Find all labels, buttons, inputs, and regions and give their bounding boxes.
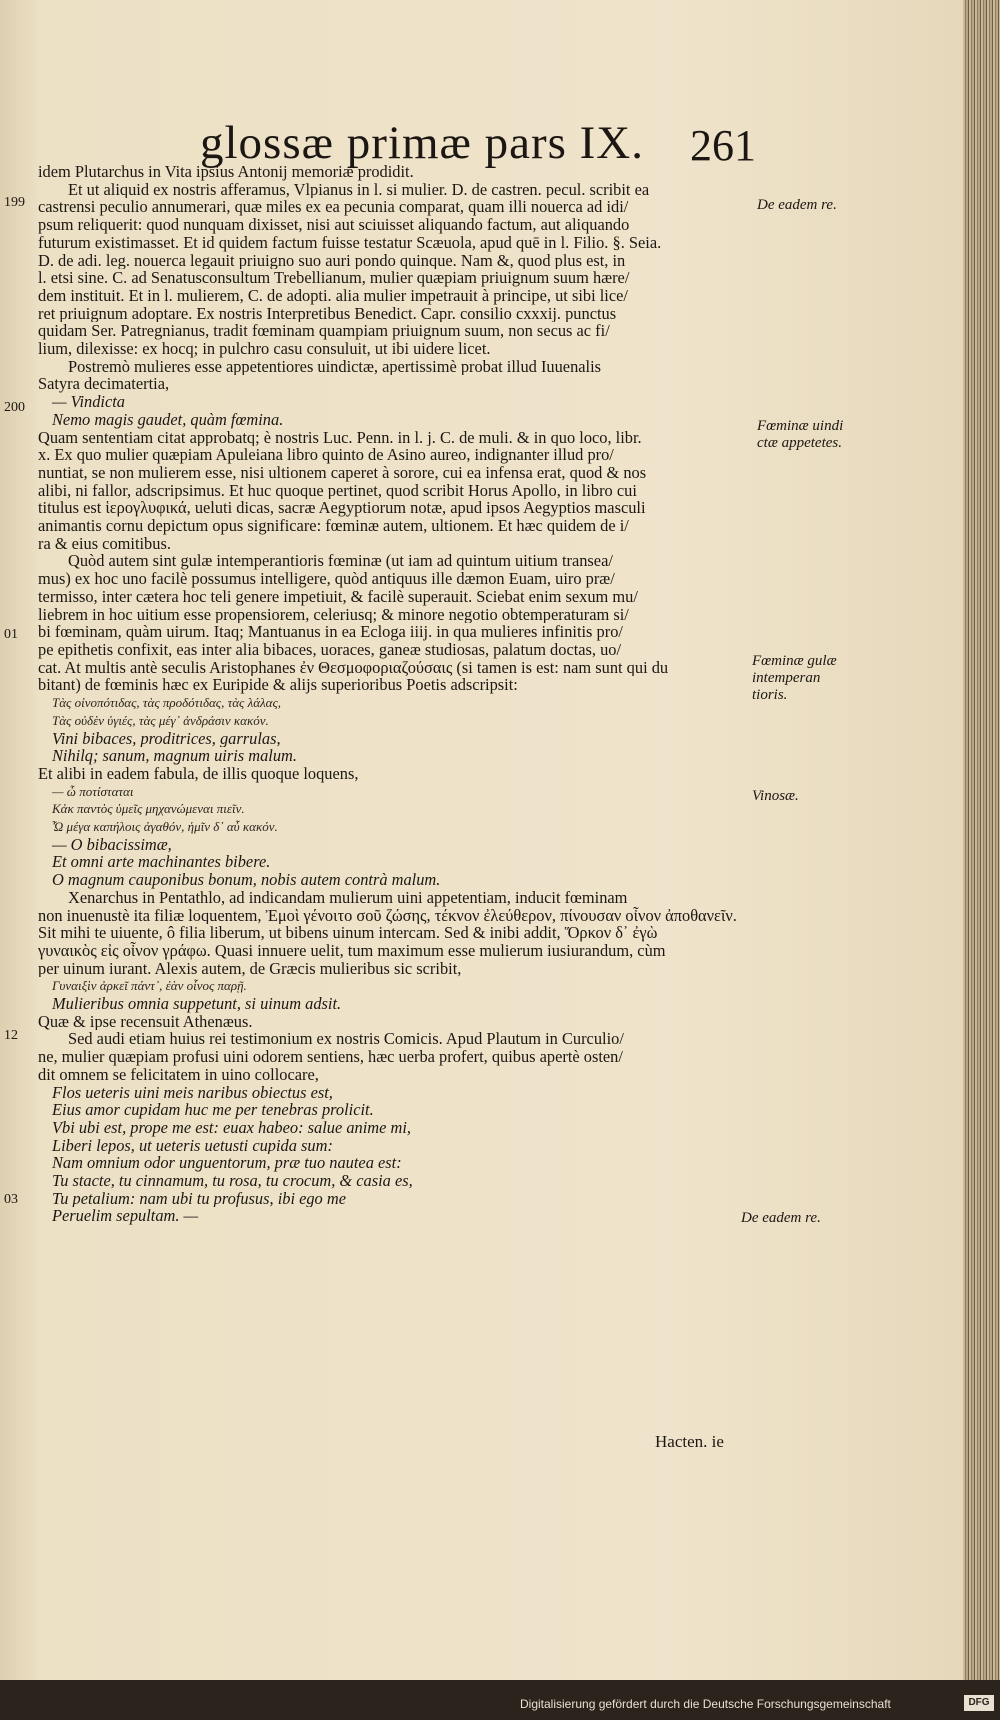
running-head: glossæ primæ pars IX. (200, 117, 644, 169)
text-line: Quam sententiam citat approbatq; è nostris Luc. Penn. in l. j. C. de muli. & in quo loco, libr. (38, 428, 642, 447)
text-line: ra & eius comitibus. (38, 534, 171, 553)
text-line: lium, dilexisse: ex hocq; in pulchro casu consuluit, ut ibi uidere licet. (38, 340, 491, 358)
verse-line: Tu stacte, tu cinnamum, tu rosa, tu crocum, & casia es, (52, 1172, 413, 1190)
verse-line: — O bibacissimæ, (52, 835, 172, 854)
greek-verse-line: — ὦ ποτίσταται (52, 783, 134, 799)
catchword: Hacten. ie (655, 1432, 724, 1451)
text-line: liebrem in hoc uitium esse propensiorem, celeriusq; & minore negotio obtemperaturam si/ (38, 605, 629, 624)
margin-note: Fœminæ uindi ctæ appetetes. (757, 418, 844, 451)
text-line: titulus est ἱερογλυφικά, ueluti dicas, sacræ Aegyptiorum notæ, apud ipsos Aegyptios masculi (38, 499, 646, 518)
text-line: ne, mulier quæpiam profusi uini odorem sentiens, hæc uerba profert, quibus apertè osten/ (38, 1048, 623, 1066)
verse-line: Mulieribus omnia suppetunt, si uinum adsit. (52, 995, 342, 1013)
verse-line: Nihilq; sanum, magnum uiris malum. (52, 747, 297, 765)
text-line: l. etsi sine. C. ad Senatusconsultum Trebellianum, mulier quæpiam priuignum suum hære/ (38, 269, 630, 287)
footer-text: Digitalisierung gefördert durch die Deutsche Forschungsgemeinschaft (520, 1697, 891, 1711)
text-line: castrensi peculio annumerari, quæ miles ex ea pecunia comparat, quam illi nouerca ad idi/ (38, 198, 629, 217)
text-line: Xenarchus in Pentathlo, ad indicandam mulierum uini appetentiam, inducit fœminam (68, 888, 628, 907)
text-line: x. Ex quo mulier quæpiam Apuleiana libro quinto de Asino aureo, indignanter illud pro/ (38, 446, 614, 464)
text-line: Et alibi in eadem fabula, de illis quoque loquens, (38, 764, 359, 783)
text-line: Satyra decimatertia, (38, 375, 170, 394)
line-number: 12 (4, 1028, 18, 1043)
verse-line: Nemo magis gaudet, quàm fœmina. (52, 410, 284, 429)
folio-number: 261 (690, 121, 756, 170)
greek-verse-line: Τὰς οἰνοπότιδας, τὰς προδότιδας, τὰς λάλας, (52, 695, 282, 711)
text-line: Sit mihi te uiuente, ô filia liberum, ut bibens uinum intercam. Sed & inibi addit, Ὅρκον δ᾽ ἐγὼ (38, 924, 658, 942)
text-block (38, 163, 748, 1225)
text-line: Quæ & ipse recensuit Athenæus. (38, 1012, 253, 1031)
text-line: mus) ex hoc uno facilè possumus intelligere, quòd antiquus ille dæmon Euam, uiro præ/ (38, 570, 615, 588)
text-line: cat. At multis antè seculis Aristophanes ἐν Θεσμοφοριαζούσαις (si tamen is est: nam sunt qui du (38, 658, 669, 677)
text-line: dem instituit. Et in l. mulierem, C. de adopti. alia mulier impetrauit à principe, ut sibi lice/ (38, 286, 628, 305)
line-number: 03 (4, 1192, 18, 1207)
line-number: 200 (4, 400, 25, 415)
verse-line: Flos ueteris uini meis naribus obiectus est, (52, 1083, 333, 1102)
margin-note: Fœminæ gulæ intemperan tioris. (752, 653, 837, 703)
page-edges (963, 0, 1000, 1680)
text-line: Postremò mulieres esse appetentiores uindictæ, apertissimè probat illud Iuuenalis (68, 357, 602, 376)
text-line: γυναικὸς εἰς οἶνον γράφω. Quasi innuere uelit, tum maximum esse mulierum iusiurandum, cùm (38, 941, 666, 960)
text-line: dit omnem se felicitatem in uino collocare, (38, 1065, 319, 1084)
text-line: pe epithetis confixit, eas inter alia bibaces, uoraces, ganeæ studiosas, palatum doctas, uo/ (38, 640, 622, 659)
line-number: 01 (4, 627, 18, 642)
text-line: termisso, inter cætera hoc teli genere impetiuit, & facilè superauit. Sciebat enim sexum mu/ (38, 587, 638, 606)
verse-line: Nam omnium odor unguentorum, præ tuo nautea est: (52, 1154, 402, 1173)
text-line: nuntiat, se non mulierem esse, nisi ultionem caperet à sorore, cui ea infensa erat, quod & nos (38, 463, 647, 482)
greek-verse-line: Γυναιξὶν ἀρκεῖ πάντ᾽, ἐὰν οἶνος παρῇ. (52, 978, 247, 994)
dfg-logo-icon: DFG (964, 1695, 994, 1711)
verse-line: Liberi lepos, ut ueteris uetusti cupida sum: (52, 1136, 333, 1155)
text-line: quidam Ser. Patregnianus, tradit fœminam quampiam priuignum suum, non secus ac fi/ (38, 322, 610, 341)
verse-line: Tu petalium: nam ubi tu profusus, ibi ego me (52, 1189, 346, 1208)
margin-note: Vinosæ. (752, 788, 799, 804)
text-line: non inuenustè ita filiæ loquentem, Ἐμοὶ γένοιτο σοῦ ζώσης, τέκνον ἐλεύθερον, πίνουσαν οἶνον ἀποθανεῖν. (38, 906, 737, 925)
text-line: alibi, ni fallor, adscripsimus. Et huc quoque pertinet, quod scribit Horus Apollo, in libro cui (38, 481, 637, 500)
greek-verse-line: Κἀκ παντὸς ὑμεῖς μηχανώμεναι πιεῖν. (52, 801, 245, 817)
verse-line: Peruelim sepultam. — (52, 1207, 199, 1226)
margin-note: De eadem re. (741, 1210, 821, 1226)
text-line: ret priuignum adoptare. Ex nostris Interpretibus Benedict. Capr. consilio cxxxij. punctus (38, 304, 617, 323)
greek-verse-line: Τὰς οὐδὲν ὑγιές, τὰς μέγ᾽ ἀνδράσιν κακόν. (52, 712, 269, 728)
text-line: per uinum iurant. Alexis autem, de Græcis mulieribus sic scribit, (38, 959, 462, 978)
text-line: D. de adi. leg. nouerca legauit priuigno suo auri pondo quinque. Nam &, quod plus est, in (38, 251, 626, 270)
verse-line: Vbi ubi est, prope me est: euax habeo: salue anime mi, (52, 1118, 411, 1137)
text-line: bi fœminam, quàm uirum. Itaq; Mantuanus in ea Ecloga iiij. in qua mulieres infinitis pro/ (38, 623, 623, 641)
margin-note: De eadem re. (757, 197, 837, 213)
text-line: psum reliquerit: quod nunquam dixisset, nisi aut sciuisset aliquando factum, aut aliquando (38, 216, 630, 234)
line-number: 199 (4, 195, 25, 210)
text-line: futurum existimasset. Et id quidem factum fuisse testatur Scæuola, apud quē in l. Filio. §. Seia. (38, 233, 662, 252)
text-line: bitant) de fœminis hæc ex Euripide & alijs superioribus Poetis adscripsit: (38, 676, 518, 695)
text-line: Sed audi etiam huius rei testimonium ex nostris Comicis. Apud Plautum in Curculio/ (68, 1030, 624, 1049)
verse-line: Et omni arte machinantes bibere. (52, 853, 271, 872)
text-line: Et ut aliquid ex nostris afferamus, Vlpianus in l. si mulier. D. de castren. pecul. scribit ea (68, 180, 650, 199)
text-line: idem Plutarchus in Vita ipsius Antonij memoriæ prodidit. (38, 163, 414, 181)
verse-line: Eius amor cupidam huc me per tenebras prolicit. (52, 1101, 374, 1119)
greek-verse-line: Ὦ μέγα καπήλοις ἀγαθόν, ἡμῖν δ᾽ αὖ κακόν. (52, 819, 278, 835)
verse-line: O magnum cauponibus bonum, nobis autem contrà malum. (52, 871, 441, 889)
verse-line: — Vindicta (52, 393, 125, 411)
text-line: Quòd autem sint gulæ intemperantioris fœminæ (ut iam ad quintum uitium transea/ (68, 552, 613, 571)
text-line: animantis cornu depictum opus significare: fœminæ autem, ultionem. Et hæc quidem de i/ (38, 517, 629, 535)
verse-line: Vini bibaces, proditrices, garrulas, (52, 729, 281, 748)
